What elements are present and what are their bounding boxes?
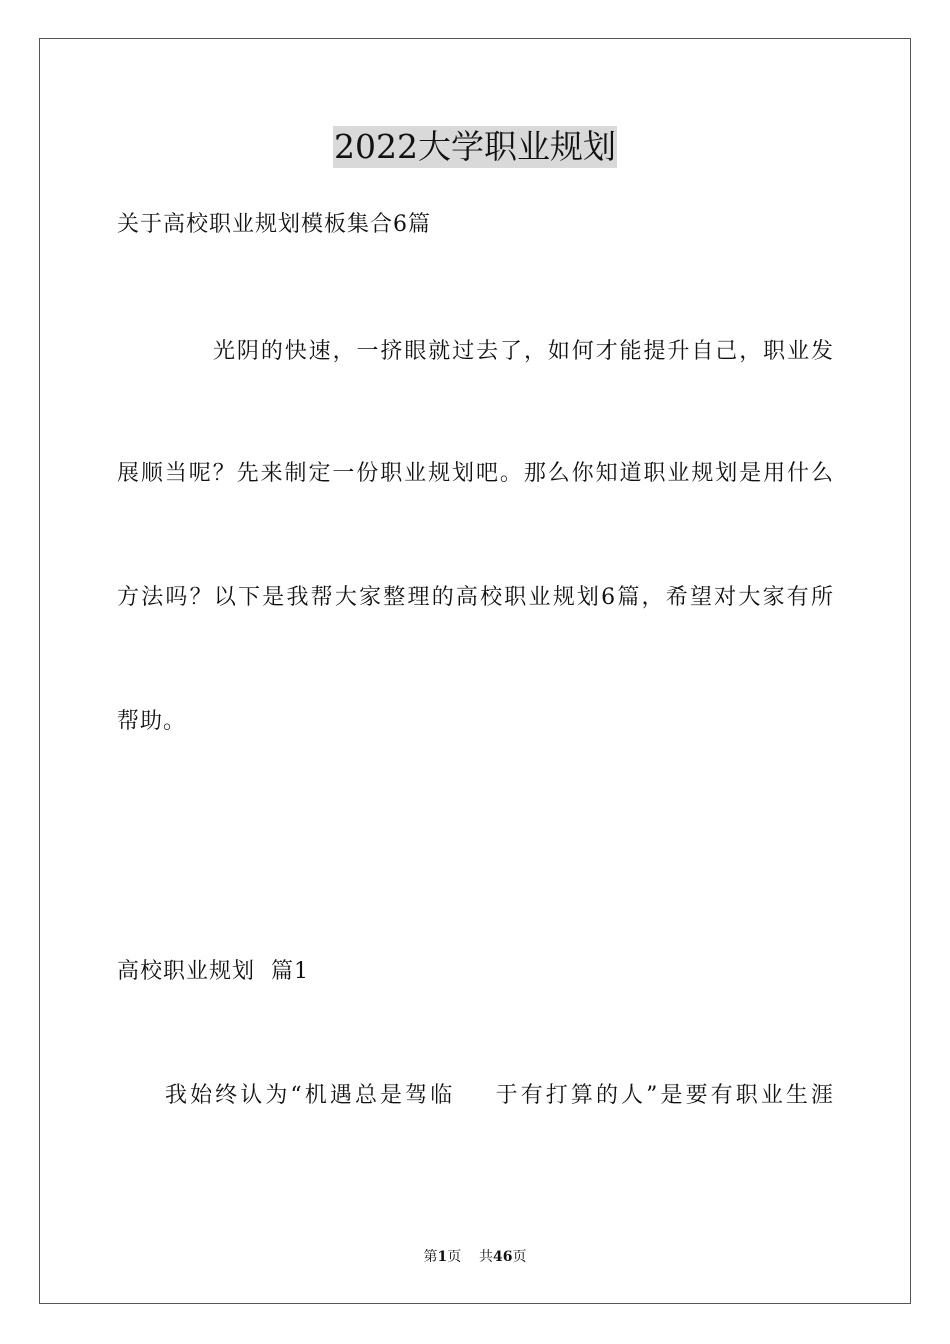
footer-total-pages: 46 xyxy=(493,1249,513,1265)
intro-line-4: 帮助。 xyxy=(117,709,187,734)
section-first-line: 我始终认为“机遇总是驾临 于有打算的人”是要有职业生涯 xyxy=(165,1083,833,1108)
title-container xyxy=(0,126,950,168)
footer-page-mid: 页 共 xyxy=(447,1249,494,1265)
intro-line-2: 展顺当呢？先来制定一份职业规划吧。那么你知道职业规划是用什么 xyxy=(117,461,833,486)
document-title: 2022大学职业规划 xyxy=(334,127,616,166)
document-subtitle: 关于高校职业规划模板集合6篇 xyxy=(117,212,431,237)
page-footer xyxy=(0,1248,950,1266)
footer-page-number: 1 xyxy=(437,1249,448,1265)
intro-line-1: 光阴的快速，一挤眼就过去了，如何才能提升自己，职业发 xyxy=(213,339,833,364)
footer-page-suffix: 页 xyxy=(512,1249,527,1265)
footer-page-prefix: 第 xyxy=(423,1249,438,1265)
intro-line-3: 方法吗？以下是我帮大家整理的高校职业规划6篇，希望对大家有所 xyxy=(117,585,833,610)
section-heading: 高校职业规划 篇1 xyxy=(117,959,309,984)
